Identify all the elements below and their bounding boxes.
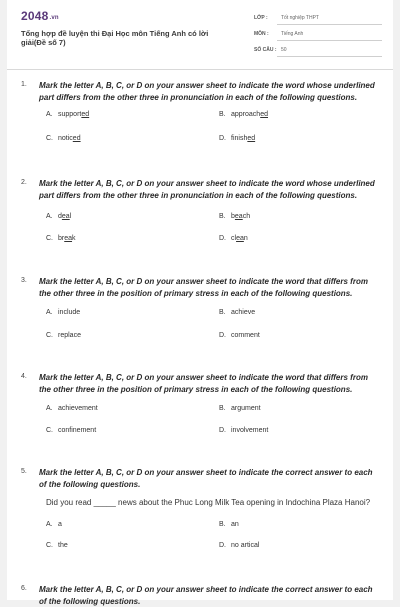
question-prompt: Mark the letter A, B, C, or D on your answer sheet to indicate the word whose underlined part differs from the other three in pronunciation in each of the following questions. [39,179,375,200]
option-d[interactable]: D. comment [219,332,260,339]
meta-label: LỚP : [254,15,268,21]
option-c[interactable]: C. br ea k [46,235,76,242]
question-number: 4. [21,373,27,380]
meta-class-row [254,14,382,30]
answer-options [21,403,381,455]
option-d[interactable]: D. cl ea n [219,235,248,242]
option-c[interactable]: C. replace [46,332,81,339]
exam-page [7,0,393,606]
question-prompt: Mark the letter A, B, C, or D on your answer sheet to indicate the correct answer to each of the following questions. [39,468,373,489]
question-3 [21,276,381,359]
option-a[interactable]: A. a [46,521,62,528]
question-number: 5. [21,468,27,475]
question-prompt: Mark the letter A, B, C, or D on your answer sheet to indicate the word that differs from the other three in the position of primary stress in each of the following questions. [39,373,368,394]
option-c[interactable]: C. notic ed [46,135,81,142]
header-divider [7,69,393,70]
question-5 [21,467,381,573]
option-a[interactable]: A. support ed [46,111,90,118]
option-b[interactable]: B. approach ed [219,111,268,118]
option-c[interactable]: C. the [46,542,68,549]
question-number: 3. [21,277,27,284]
option-b[interactable]: B. b ea ch [219,213,251,220]
option-a[interactable]: A. d ea l [46,213,72,220]
answer-options [21,307,381,359]
answer-options [21,209,381,261]
exam-meta [254,14,382,62]
option-b[interactable]: B. argument [219,405,261,412]
question-prompt: Mark the letter A, B, C, or D on your answer sheet to indicate the word whose underlined part differs from the other three in pronunciation in each of the following questions. [39,81,375,102]
meta-value: 50 [277,46,382,57]
question-number: 6. [21,585,27,592]
meta-value: Tốt nghiệp THPT [277,14,382,25]
meta-count-row [254,46,382,62]
question-number: 2. [21,179,27,186]
option-d[interactable]: D. finish ed [219,135,256,142]
brand-logo: 2048.vn [21,9,59,23]
option-b[interactable]: B. achieve [219,309,256,316]
question-2 [21,178,381,261]
question-prompt: Mark the letter A, B, C, or D on your answer sheet to indicate the word that differs from the other three in the position of primary stress in each of the following questions. [39,277,368,298]
option-c[interactable]: C. confinement [46,427,97,434]
option-d[interactable]: D. involvement [219,427,269,434]
option-a[interactable]: A. achievement [46,405,98,412]
document-title: Tổng hợp đề luyện thi Đại Học môn Tiếng Anh có lời giải(Đề số 7) [21,29,209,47]
answer-options [21,111,381,163]
question-prompt: Mark the letter A, B, C, or D on your answer sheet to indicate the correct answer to each of the following questions. [39,585,373,606]
question-6 [21,584,381,607]
meta-label: SỐ CÂU : [254,47,277,53]
meta-subject-row [254,30,382,46]
option-a[interactable]: A. include [46,309,81,316]
meta-label: MÔN : [254,31,269,37]
question-4 [21,372,381,455]
question-1 [21,80,381,163]
question-number: 1. [21,81,27,88]
question-text: Did you read _____ news about the Phuc Long Milk Tea opening in Indochina Plaza Hanoi? [46,498,371,507]
meta-value: Tiếng Anh [277,30,382,41]
option-b[interactable]: B. an [219,521,239,528]
option-d[interactable]: D. no artical [219,542,260,549]
document-header [7,0,393,70]
answer-options [21,521,381,573]
